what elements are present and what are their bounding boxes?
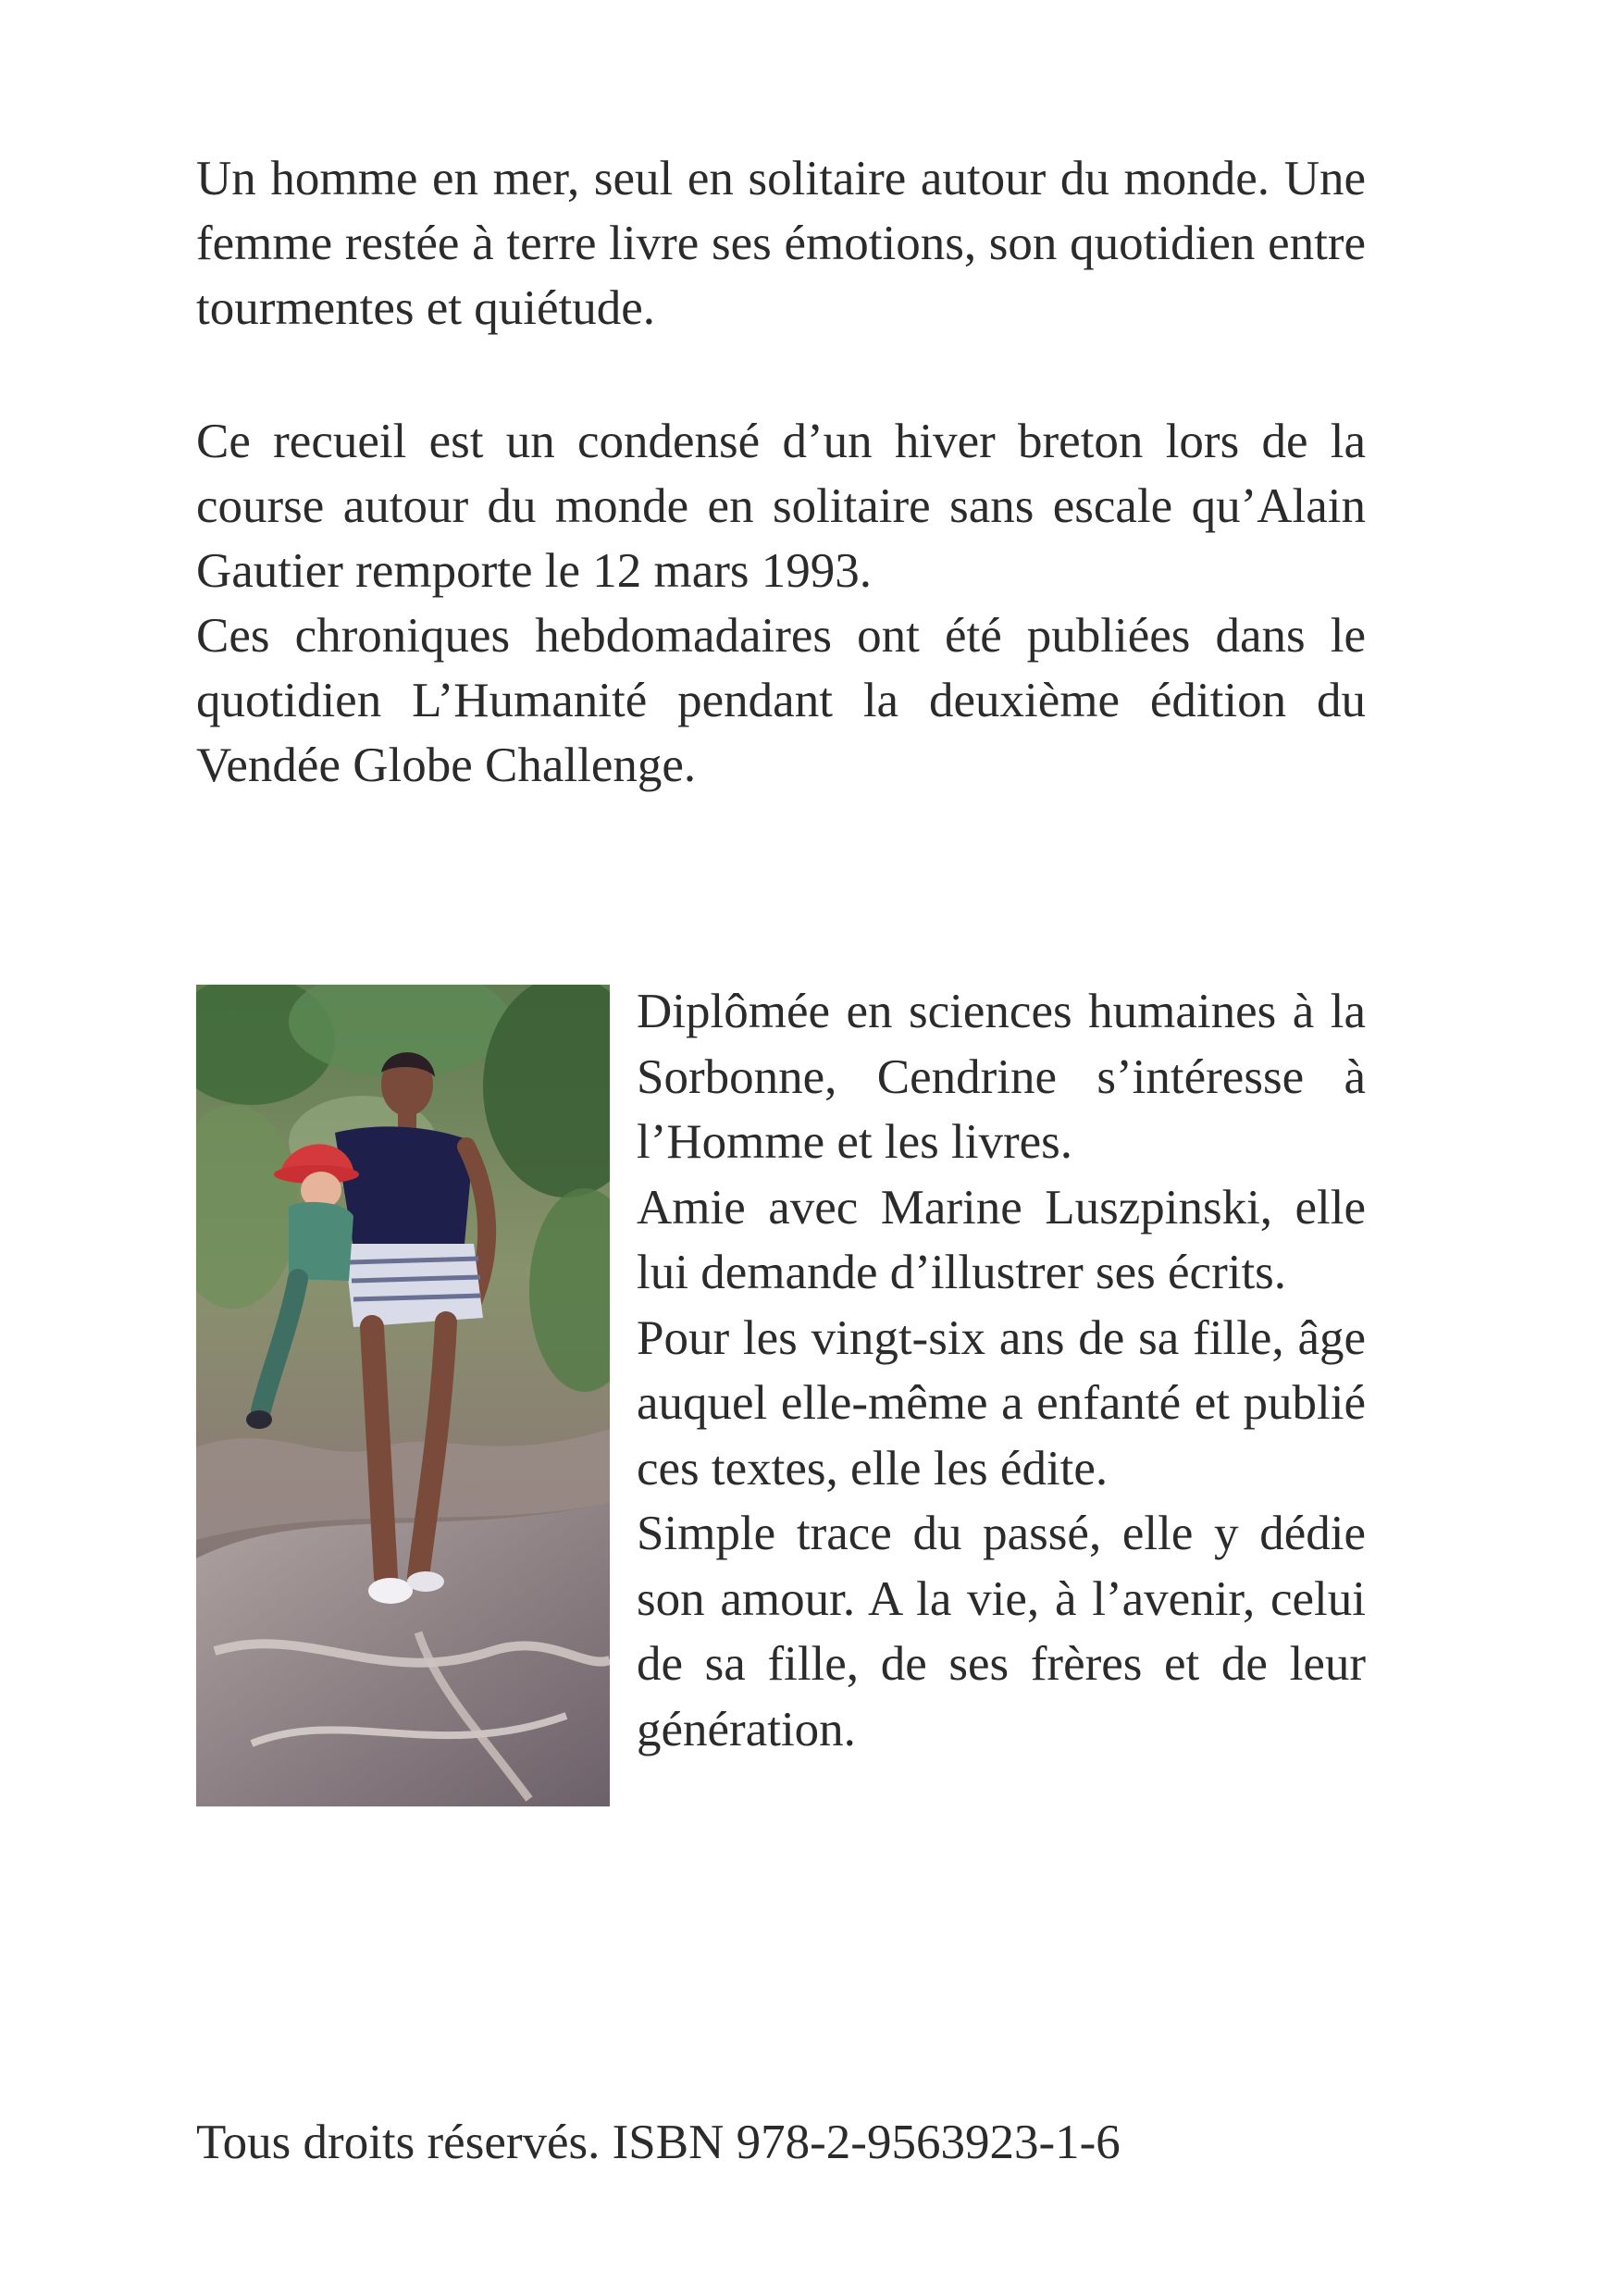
bio-paragraph-4: Simple trace du passé, elle y dédie son amour. A la vie, à l’avenir, celui de sa fille, de ses frères et de leur génération. [637,1507,1366,1756]
author-bio [637,979,1366,1762]
copyright-isbn: Tous droits réservés. ISBN 978-2-9563923-1-6 [196,2116,1121,2169]
blurb-paragraph-2b: Ces chroniques hebdomadaires ont été publiées dans le quotidien L’Humanité pendant la deuxième édition du Vendée Globe Challenge. [196,609,1366,792]
blurb-paragraph-1: Un homme en mer, seul en solitaire autour du monde. Une femme restée à terre livre ses émotions, son quotidien entre tourmentes et quiétude. [196,152,1366,335]
bio-paragraph-1: Diplômée en sciences humaines à la Sorbonne, Cendrine s’intéresse à l’Homme et les livres. [637,985,1366,1169]
blurb-description [196,409,1366,798]
bio-paragraph-2: Amie avec Marine Luszpinski, elle lui demande d’illustrer ses écrits. [637,1180,1366,1299]
author-photo [196,985,610,1806]
blurb-intro [196,146,1366,341]
author-photo-image [196,985,610,1806]
bio-paragraph-3: Pour les vingt-six ans de sa fille, âge auquel elle-même a enfanté et publié ces textes, elle les édite. [637,1310,1366,1496]
blurb-paragraph-2a: Ce recueil est un condensé d’un hiver breton lors de la course autour du monde en solitaire sans escale qu’Alain Gautier remporte le 12 mars 1993. [196,415,1366,598]
